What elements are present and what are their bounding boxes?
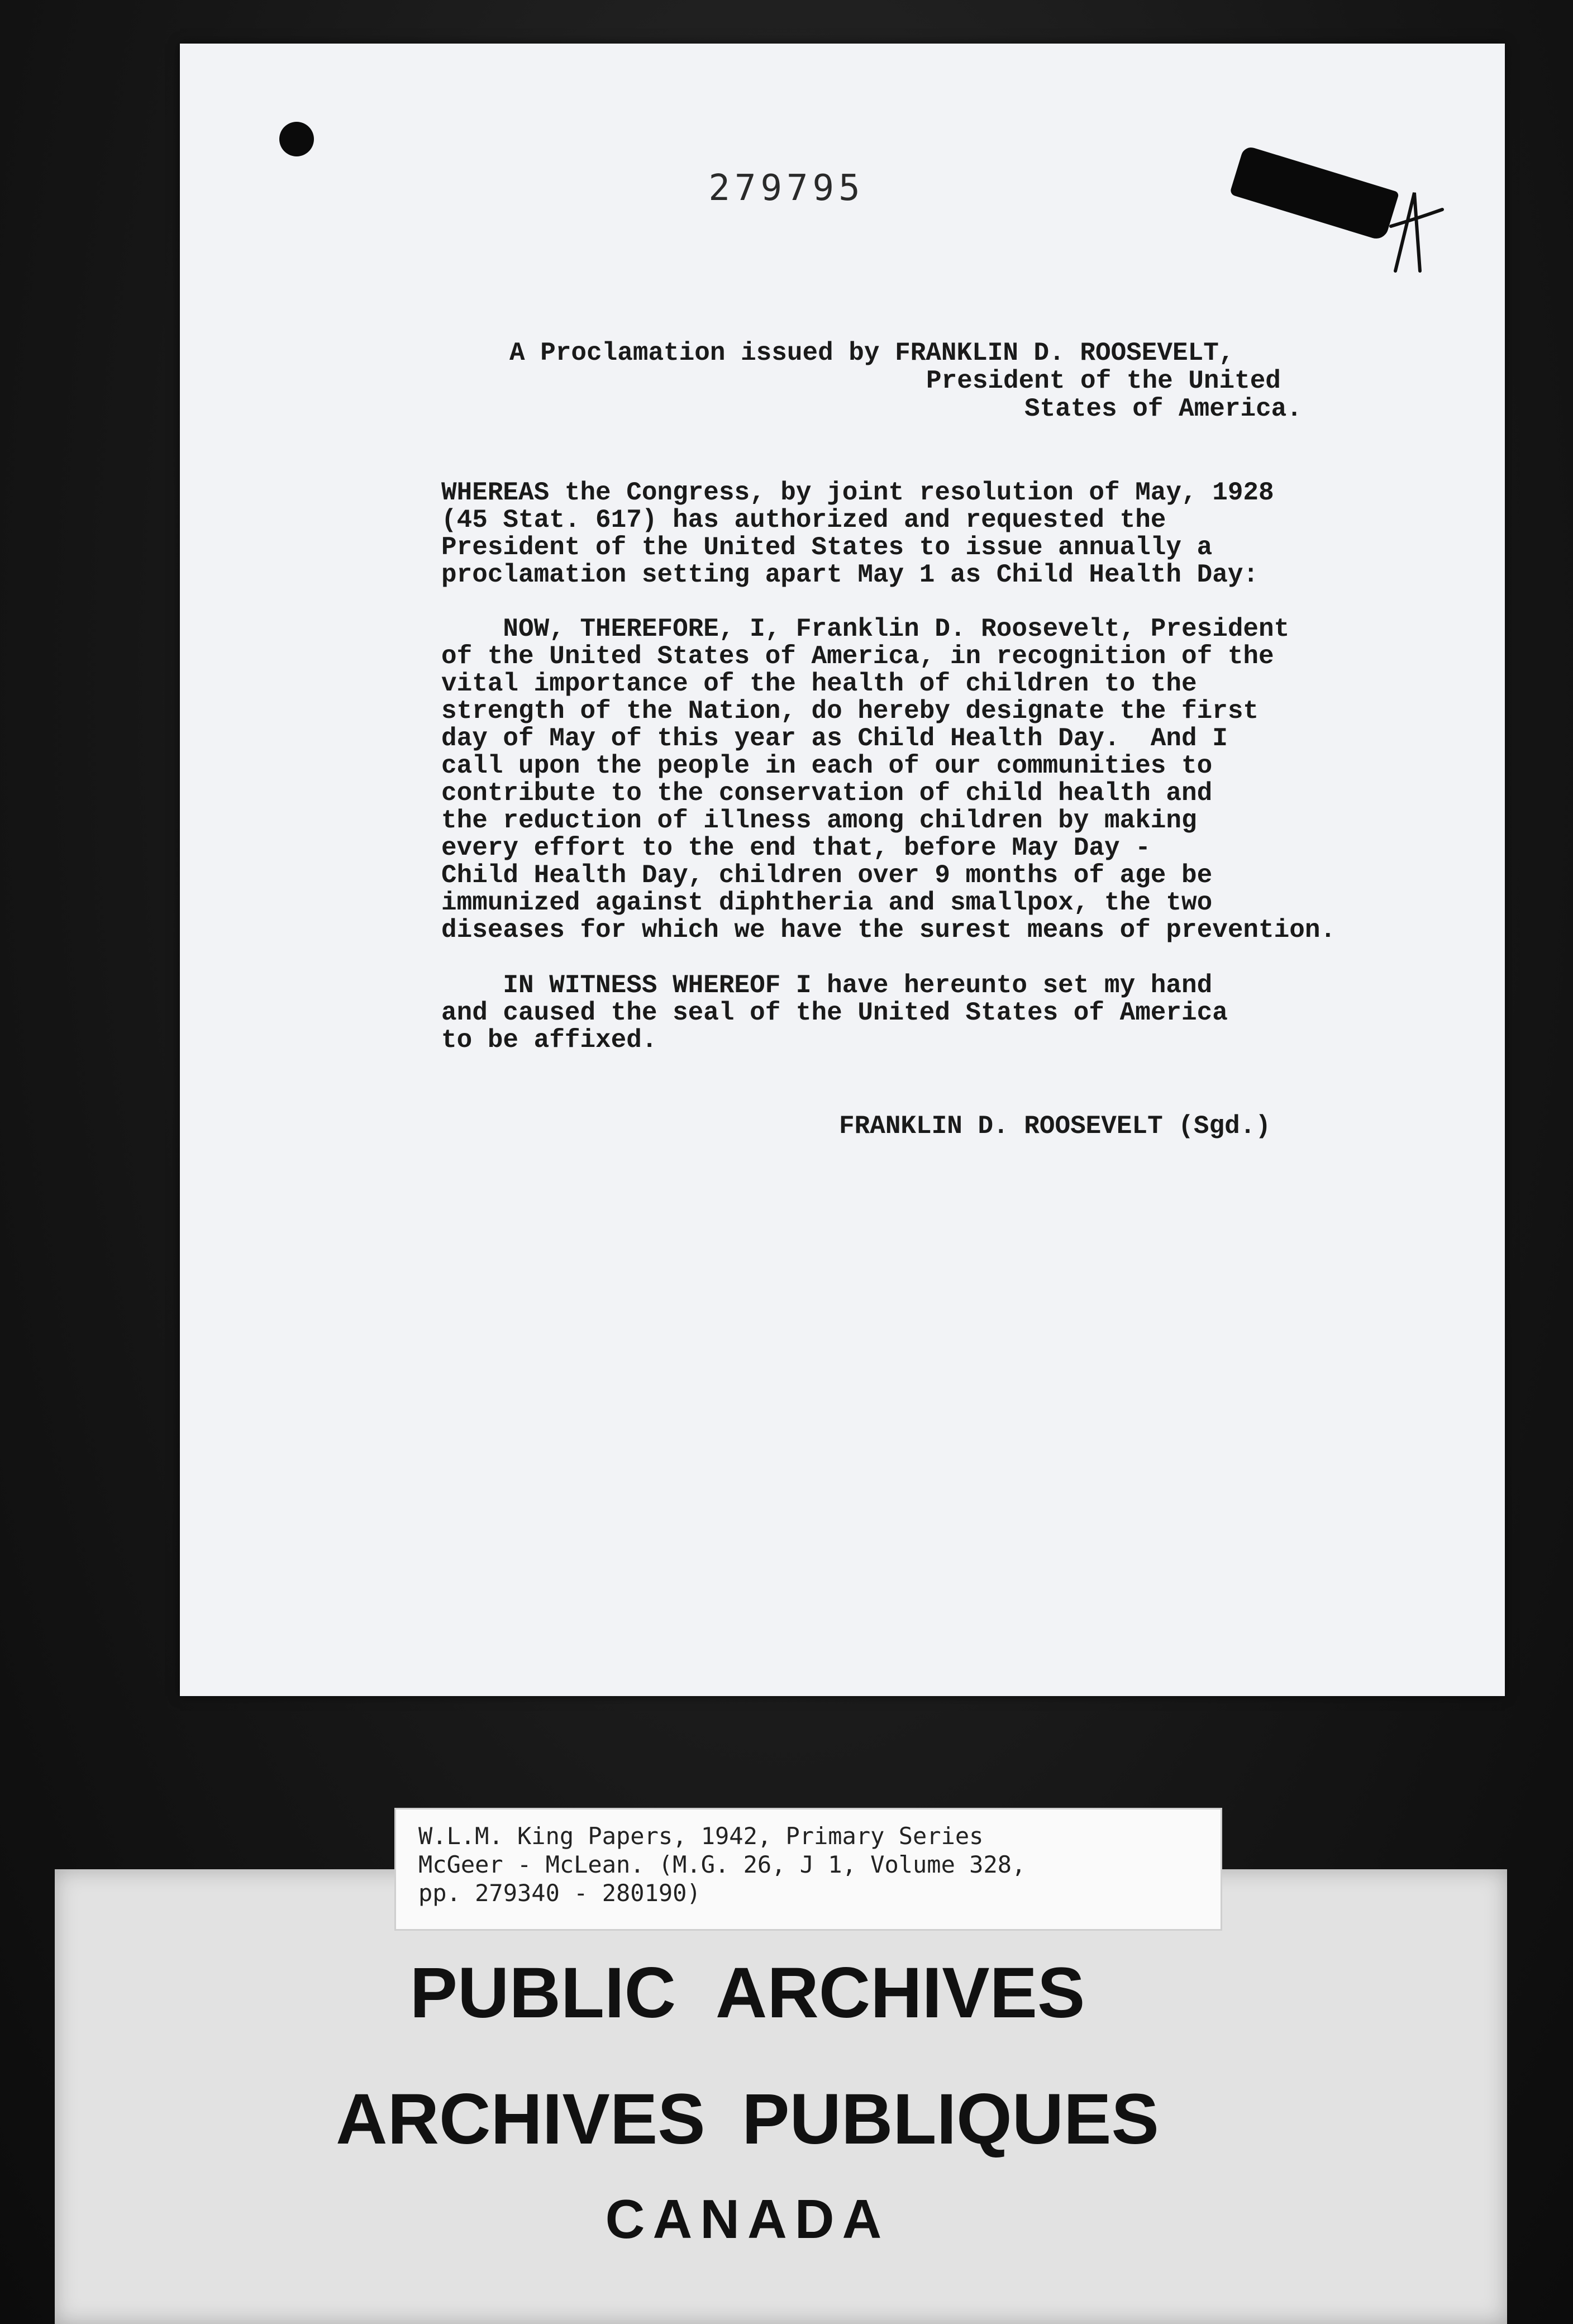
proclamation-heading-line-3: States of America. xyxy=(1024,394,1302,423)
archive-label-text: W.L.M. King Papers, 1942, Primary Series McGeer - McLean. (M.G. 26, J 1, Volume 328, pp. 279340 - 280190) xyxy=(418,1822,1026,1907)
stamp-public-archives: PUBLIC ARCHIVES xyxy=(409,1953,1085,2033)
stamp-archives-publiques: ARCHIVES PUBLIQUES xyxy=(336,2079,1159,2159)
paragraph-whereas: WHEREAS the Congress, by joint resolution of May, 1928 (45 Stat. 617) has authorized and requested the President of the United States to issue annually a proclamation setting apart May 1 as Child Health Day: xyxy=(441,478,1274,589)
proclamation-heading-line-1: A Proclamation issued by FRANKLIN D. ROOSEVELT, xyxy=(509,339,1234,368)
document-number: 279795 xyxy=(708,168,865,209)
archive-stamp-card xyxy=(55,1869,1507,2324)
proclamation-heading-line-2: President of the United xyxy=(926,366,1281,396)
stamp-canada: CANADA xyxy=(605,2188,890,2250)
paragraph-now-therefore: NOW, THEREFORE, I, Franklin D. Roosevelt, President of the United States of America, in recognition of the vital importance of the health of children to the strength of the Nation, do hereby designate the first day of May of this year as Child Health Day. And I call upon the people in each of our communities to contribute to the conservation of child health and the reduction of illness among children by making every effort to the end that, before May Day - Child Health Day, children over 9 months of age be immunized against diphtheria and smallpox, the two diseases for which we have the surest means of prevention. xyxy=(441,615,1336,945)
signature-line: FRANKLIN D. ROOSEVELT (Sgd.) xyxy=(839,1112,1271,1141)
punch-hole xyxy=(279,122,314,156)
paragraph-in-witness: IN WITNESS WHEREOF I have hereunto set my hand and caused the seal of the United States of America to be affixed. xyxy=(441,971,1228,1055)
archive-label-slip xyxy=(394,1808,1222,1931)
